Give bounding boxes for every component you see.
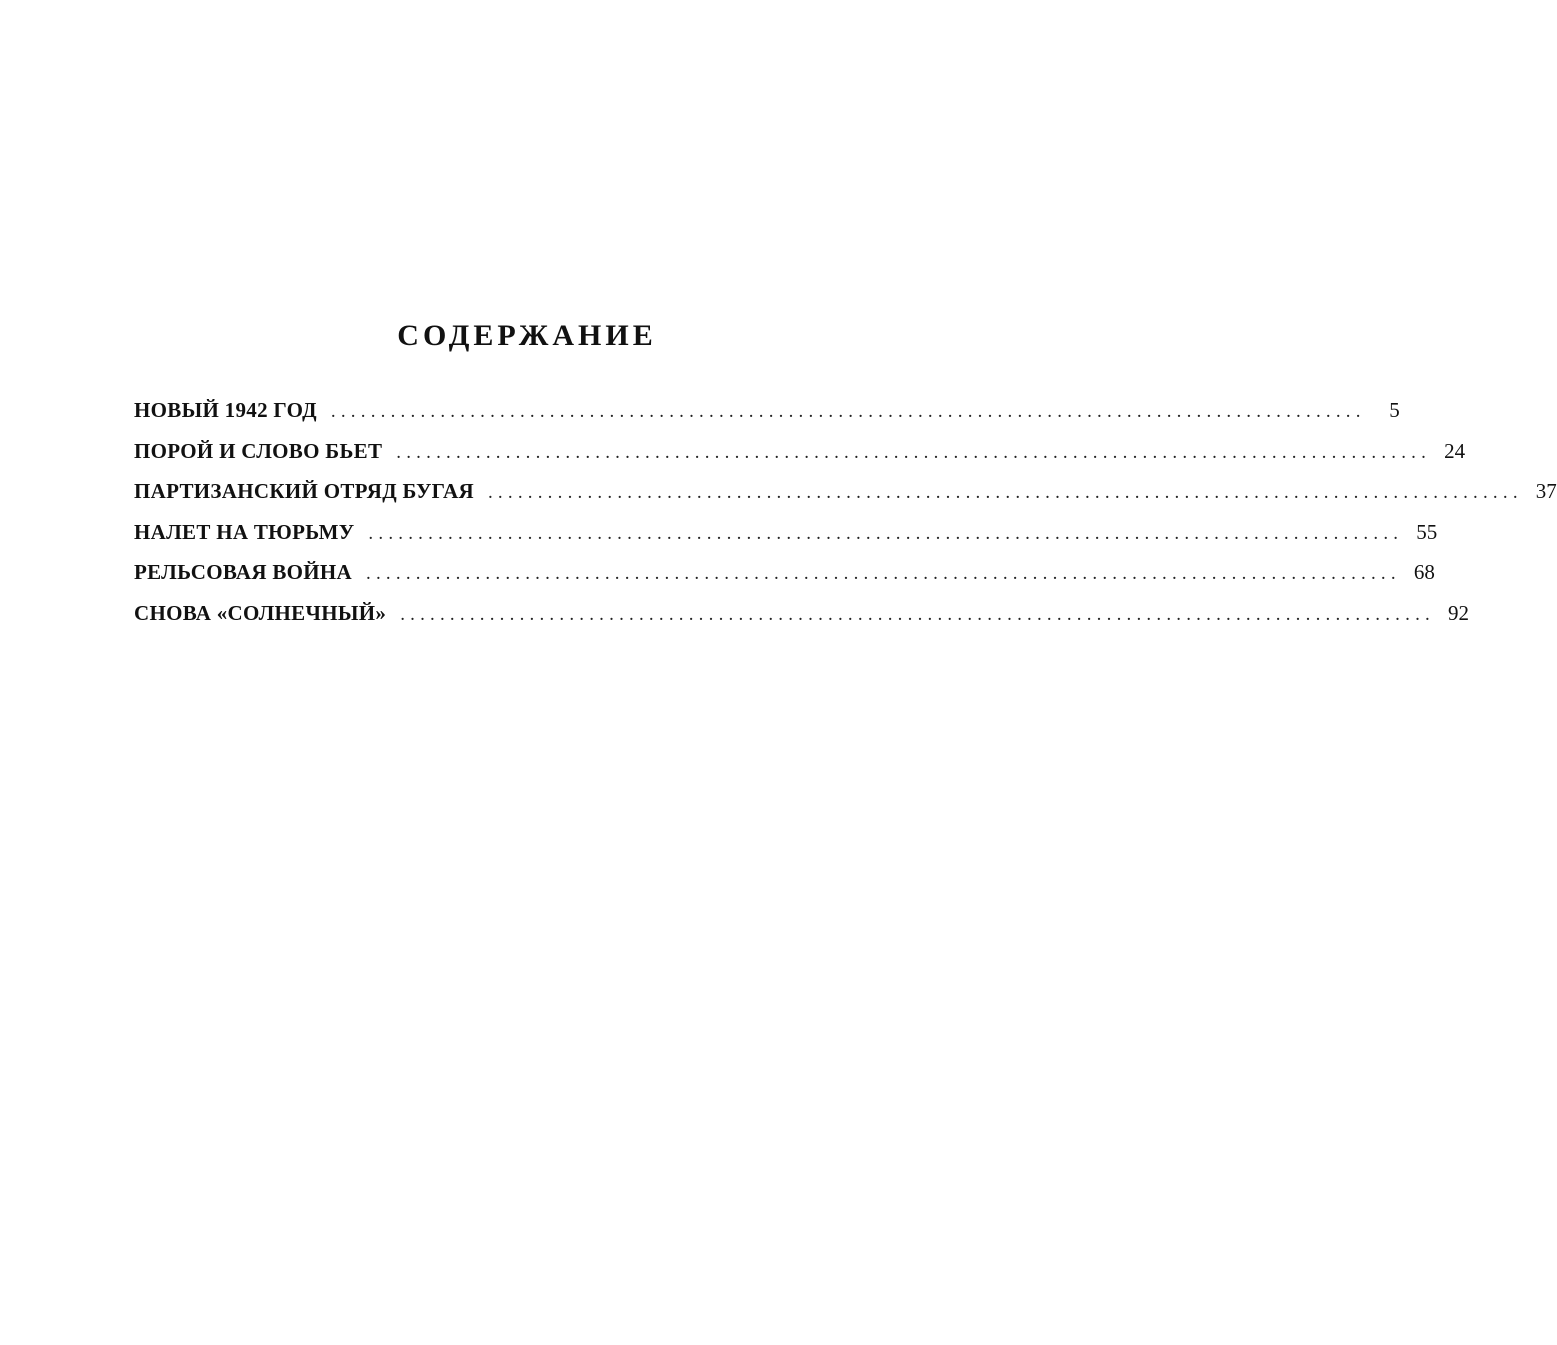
toc-entry-page: 5 bbox=[1389, 398, 1400, 422]
toc-entry bbox=[134, 390, 1400, 431]
toc-heading: СОДЕРЖАНИЕ bbox=[397, 319, 657, 352]
toc-entry-title: НОВЫЙ 1942 ГОД bbox=[134, 398, 317, 422]
toc-entry-page: 68 bbox=[1413, 560, 1435, 584]
toc-entry-title: ПОРОЙ И СЛОВО БЬЕТ bbox=[134, 438, 383, 463]
toc-entry bbox=[134, 512, 1438, 553]
toc-entry-page: 55 bbox=[1416, 519, 1438, 544]
toc-entry-page: 37 bbox=[1535, 479, 1557, 503]
toc-entry-title: НАЛЕТ НА ТЮРЬМУ bbox=[134, 519, 355, 544]
toc-entry bbox=[134, 471, 1557, 512]
toc-leader-dots: ........................................................................................................ bbox=[400, 603, 1435, 625]
toc-entry-title: РЕЛЬСОВАЯ ВОЙНА bbox=[134, 560, 353, 584]
toc-leader-dots: ........................................................................................................ bbox=[366, 563, 1401, 584]
toc-entry bbox=[134, 431, 1466, 472]
toc-entry bbox=[134, 593, 1469, 634]
toc-entry-title: СНОВА «СОЛНЕЧНЫЙ» bbox=[134, 600, 387, 625]
toc-leader-dots: ........................................................................................................ bbox=[368, 522, 1404, 544]
toc-entry-page: 92 bbox=[1448, 600, 1469, 625]
toc-leader-dots: ........................................................................................................ bbox=[487, 482, 1523, 503]
toc-entry-title: ПАРТИЗАНСКИЙ ОТРЯД БУГАЯ bbox=[134, 479, 474, 503]
toc-list bbox=[134, 390, 1557, 633]
toc-entry bbox=[134, 552, 1435, 593]
toc-leader-dots: ........................................................................................................ bbox=[330, 401, 1366, 422]
toc-entry-page: 24 bbox=[1444, 438, 1466, 463]
toc-leader-dots: ........................................................................................................ bbox=[396, 441, 1432, 463]
